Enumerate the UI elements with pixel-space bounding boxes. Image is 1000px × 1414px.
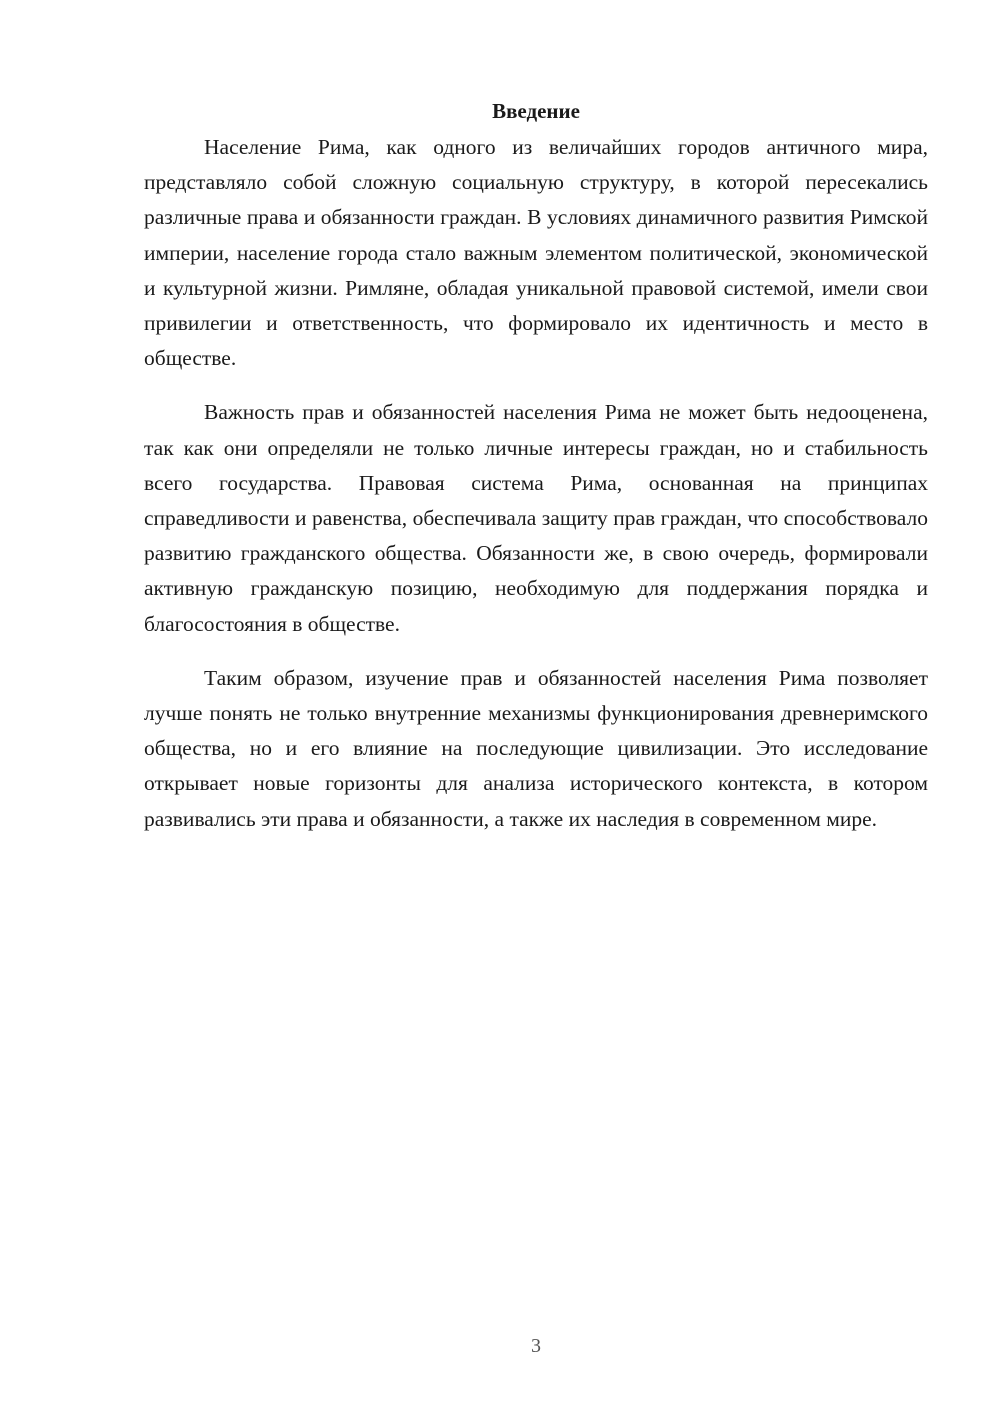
section-heading: Введение xyxy=(492,99,580,123)
page-content xyxy=(144,96,928,856)
page-number: 3 xyxy=(531,1335,541,1357)
paragraph-3: Таким образом, изучение прав и обязанностей населения Рима позволяет лучше понять не только внутренние механизмы функционирования древнеримского общества, но и его влияние на последующие цивилизации. Это исследование открывает новые горизонты для анализа исторического контекста, в котором развивались эти права и обязанности, а также их наследия в современном мире. xyxy=(144,665,928,831)
paragraph-2: Важность прав и обязанностей населения Рима не может быть недооценена, так как они определяли не только личные интересы граждан, но и стабильность всего государства. Правовая система Рима, основанная на принципах справедливости и равенства, обеспечивала защиту прав граждан, что способствовало развитию гражданского общества. Обязанности же, в свою очередь, формировали активную гражданскую позицию, необходимую для поддержания порядка и благосостояния в обществе. xyxy=(144,400,928,636)
paragraph-1: Население Рима, как одного из величайших городов античного мира, представляло собой сложную социальную структуру, в которой пересекались различные права и обязанности граждан. В условиях динамичного развития Римской империи, население города стало важным элементом политической, экономической и культурной жизни. Римляне, обладая уникальной правовой системой, имели свои привилегии и ответственность, что формировало их идентичность и место в обществе. xyxy=(144,135,928,371)
